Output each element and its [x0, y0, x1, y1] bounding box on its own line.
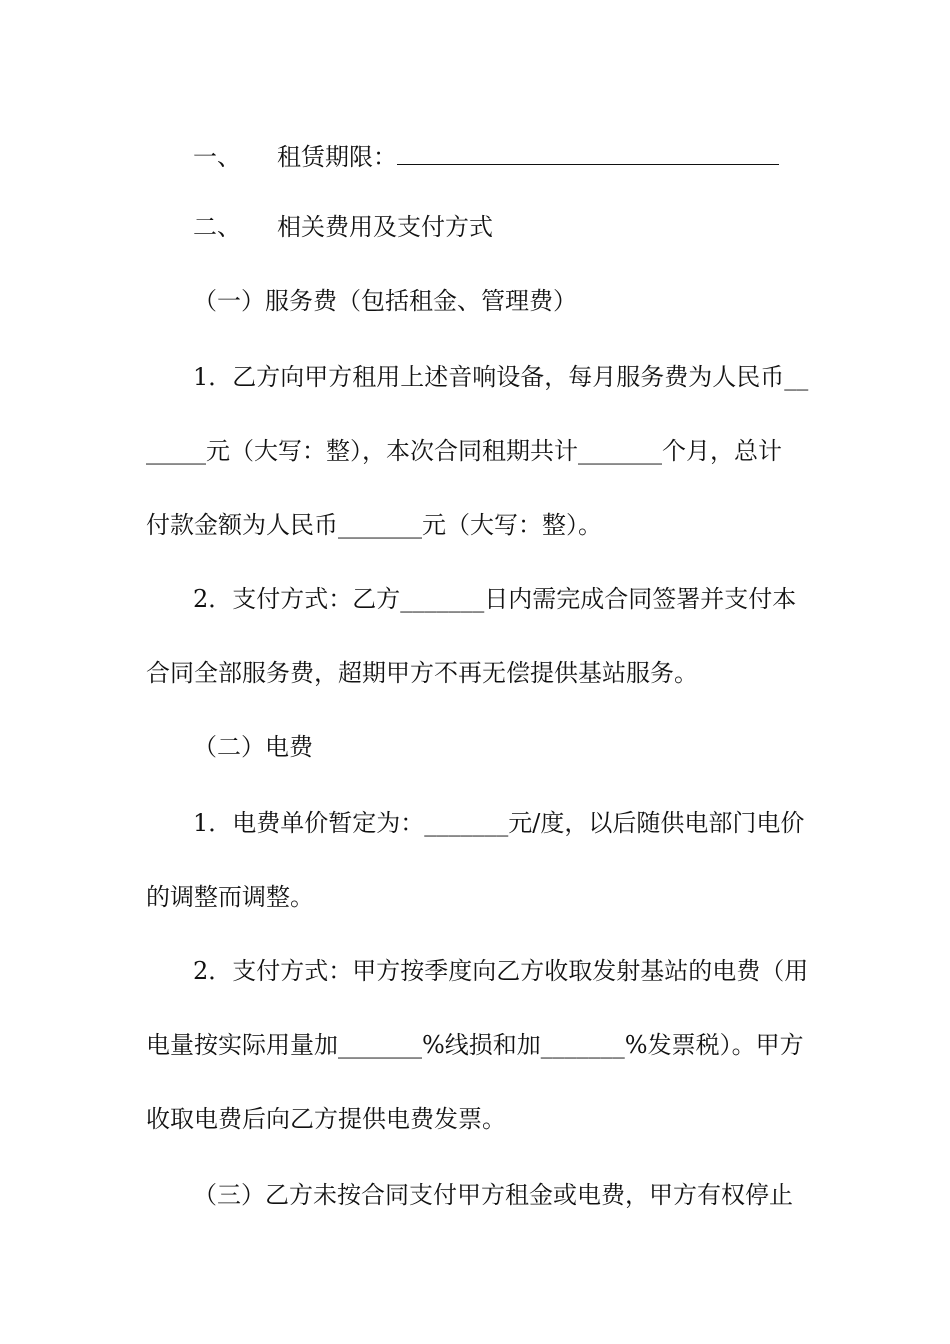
- paragraph-line: 2．支付方式：乙方_______日内需完成合同签署并支付本: [193, 585, 797, 613]
- paragraph-line: 合同全部服务费，超期甲方不再无偿提供基站服务。: [146, 659, 698, 687]
- clause-number: 一、: [193, 143, 241, 171]
- lease-term-blank: [397, 140, 779, 165]
- clause-title: 相关费用及支付方式: [277, 213, 493, 241]
- subsection-service-fee: （一）服务费（包括租金、管理费）: [193, 287, 577, 315]
- clause-2-fees: [193, 212, 855, 242]
- paragraph-line: 付款金额为人民币_______元（大写：整）。: [146, 511, 602, 539]
- paragraph-line: 电量按实际用量加_______%线损和加_______%发票税）。甲方: [146, 1031, 804, 1059]
- paragraph-line: 2．支付方式：甲方按季度向乙方收取发射基站的电费（用: [193, 957, 809, 985]
- clause-number: 二、: [193, 213, 241, 241]
- subsection-electricity-fee: （二）电费: [193, 733, 313, 761]
- paragraph-line: 收取电费后向乙方提供电费发票。: [146, 1105, 506, 1133]
- paragraph-line: _____元（大写：整），本次合同租期共计_______个月，总计: [146, 437, 782, 465]
- subsection-default: （三）乙方未按合同支付甲方租金或电费，甲方有权停止: [193, 1181, 793, 1209]
- paragraph-line: 1．电费单价暂定为：_______元/度，以后随供电部门电价: [193, 809, 805, 837]
- clause-title: 租赁期限：: [277, 143, 397, 171]
- paragraph-line: 的调整而调整。: [146, 883, 314, 911]
- paragraph-line: 1．乙方向甲方租用上述音响设备，每月服务费为人民币__: [193, 363, 809, 391]
- clause-1-lease-term: [193, 140, 855, 172]
